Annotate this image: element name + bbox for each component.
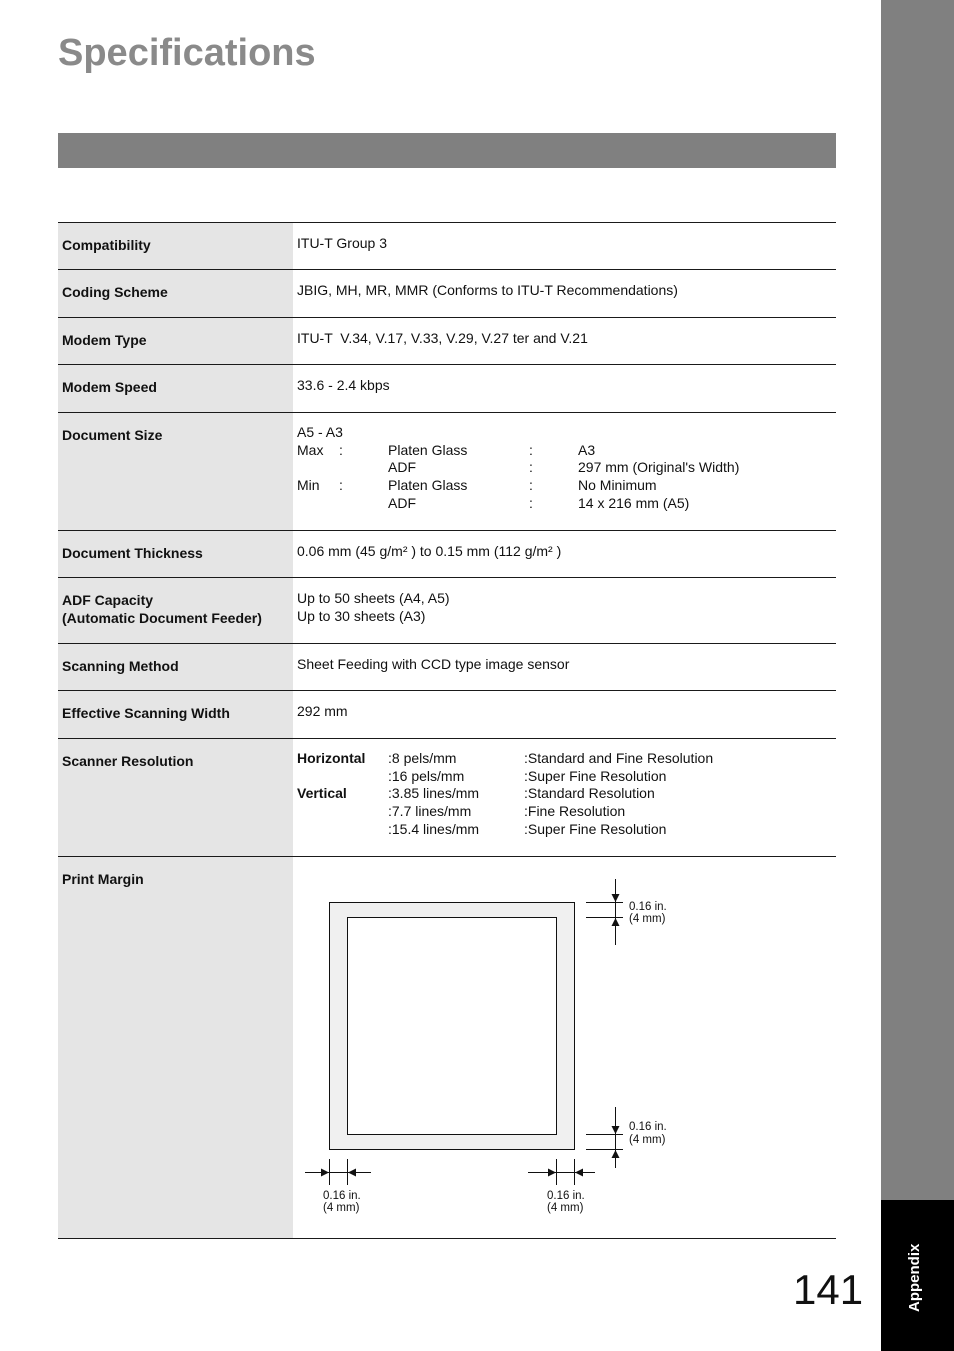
separator: : [339,441,343,458]
spec-value: 292 mm [297,703,348,719]
spec-value: 0.06 mm (45 g/m² ) to 0.15 mm (112 g/m² ) [297,543,562,559]
spec-label: Document Size [58,413,293,530]
spec-row-scanning-method [58,643,836,690]
spec-row-coding-scheme [58,269,836,317]
spacer [297,821,388,839]
spec-label: Document Thickness [58,531,293,577]
print-margin-diagram [293,857,836,1238]
spec-row-effective-scanning-width [58,690,836,738]
spec-row-scanner-resolution [58,738,836,856]
spec-label-line: (Automatic Document Feeder) [62,610,262,626]
size-range: A5 - A3 [297,424,343,440]
margin-label-left-mm: (4 mm) [323,1202,360,1214]
spec-row-print-margin [58,856,836,1239]
spec-label: Effective Scanning Width [58,691,293,738]
resolution-grid [297,750,836,839]
margin-label-left-in: 0.16 in. [323,1190,361,1202]
res-density: :3.85 lines/mm [388,785,480,802]
spec-label-line: ADF Capacity [62,592,154,608]
res-mode: :Standard Resolution [524,785,655,802]
res-mode: :Super Fine Resolution [524,767,667,784]
separator: : [529,494,533,511]
spacer [297,459,388,477]
arrow-up-icon [612,1150,620,1158]
res-density: :8 pels/mm [388,750,457,766]
spec-label: Scanning Method [58,644,293,690]
spec-label: Scanner Resolution [58,739,293,856]
size-value: A3 [578,441,596,458]
max-label-text: Max [297,441,324,458]
spec-label: Modem Speed [58,365,293,412]
spec-label [58,578,293,643]
spec-value-line: Up to 30 sheets (A3) [297,608,426,624]
res-density: :7.7 lines/mm [388,803,472,820]
separator: : [529,441,533,458]
spacer [297,768,388,786]
separator: : [529,459,533,476]
res-mode: :Standard and Fine Resolution [524,750,714,766]
size-kind: ADF [388,494,416,511]
spec-row-adf-capacity [58,577,836,643]
spacer [297,803,388,821]
min-label [297,477,388,495]
spec-value: JBIG, MH, MR, MMR (Conforms to ITU-T Recommendations) [297,282,678,298]
res-mode: :Fine Resolution [524,803,626,820]
max-label [297,442,388,460]
spec-row-modem-speed [58,364,836,412]
spec-row-modem-type [58,317,836,364]
spec-label: Compatibility [58,223,293,269]
arrow-left-icon [348,1169,356,1177]
printable-area [348,918,557,1135]
margin-label-right-mm: (4 mm) [547,1202,584,1214]
horizontal-label: Horizontal [297,750,366,766]
spec-label: Modem Type [58,318,293,364]
vertical-label: Vertical [297,785,347,802]
size-kind: Platen Glass [388,441,468,458]
size-kind: ADF [388,459,416,476]
arrow-down-icon [612,1126,620,1134]
spec-value-line: Up to 50 sheets (A4, A5) [297,590,450,606]
arrow-right-icon [321,1169,329,1177]
spec-label: Coding Scheme [58,270,293,317]
appendix-tab-label: Appendix [906,1243,923,1312]
side-bar [881,0,954,1351]
separator: : [529,477,533,494]
arrow-down-icon [612,894,620,902]
spacer [297,495,388,513]
min-label-text: Min [297,477,320,494]
size-value: 297 mm (Original's Width) [578,459,740,476]
arrow-left-icon [575,1169,583,1177]
header-band [58,133,836,168]
res-density: :16 pels/mm [388,767,465,784]
spec-value: 33.6 - 2.4 kbps [297,377,390,393]
size-value: No Minimum [578,477,657,494]
page-title: Specifications [58,32,316,74]
spec-value: ITU-T Group 3 [297,235,387,251]
spec-row-document-size [58,412,836,530]
res-mode: :Super Fine Resolution [524,820,667,837]
spec-value [293,413,836,530]
res-density: :15.4 lines/mm [388,820,480,837]
margin-label-bottom-mm: (4 mm) [629,1134,666,1146]
separator: : [339,477,343,494]
arrow-up-icon [612,918,620,926]
page-number: 141 [793,1266,864,1313]
spec-label: Print Margin [58,857,293,1238]
margin-label-bottom-in: 0.16 in. [629,1121,667,1133]
margin-label-right-in: 0.16 in. [547,1190,585,1202]
spec-value [293,739,836,856]
size-kind: Platen Glass [388,477,468,494]
spec-row-document-thickness [58,530,836,577]
spec-value: Sheet Feeding with CCD type image sensor [297,656,570,672]
margin-label-top-mm: (4 mm) [629,913,666,925]
spec-value: ITU-T V.34, V.17, V.33, V.29, V.27 ter and V.21 [297,330,588,346]
spec-table [58,222,836,1239]
spec-value [293,578,836,643]
arrow-right-icon [548,1169,556,1177]
size-value: 14 x 216 mm (A5) [578,494,690,511]
margin-label-top-in: 0.16 in. [629,901,667,913]
document-size-grid [297,424,836,513]
spec-row-compatibility [58,222,836,269]
